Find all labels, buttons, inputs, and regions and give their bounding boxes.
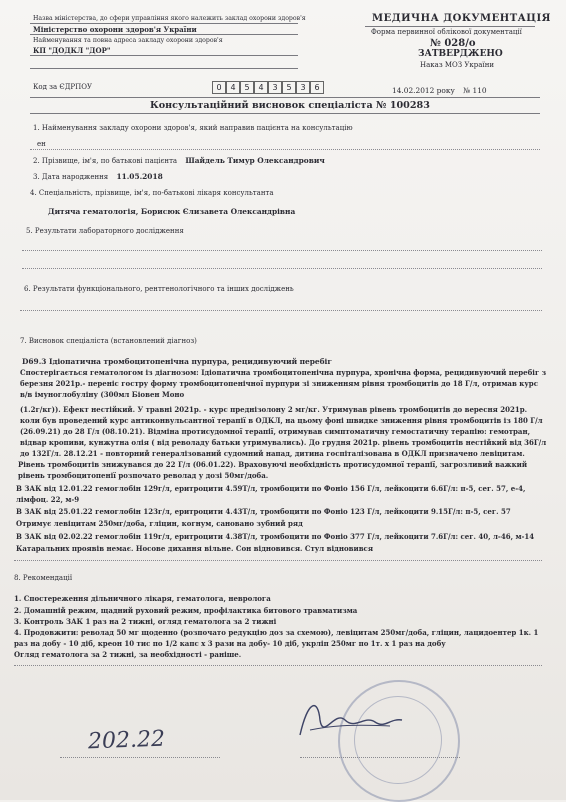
doc-title: МЕДИЧНА ДОКУМЕНТАЦІЯ [372, 13, 551, 24]
diagnosis-line: в/в імуноглобуліну (300мл Біовен Моно [20, 390, 185, 399]
birth-date: 11.05.2018 [116, 172, 163, 181]
ministry-name: Міністерство охорони здоров'я України [33, 25, 197, 34]
recommendation-item: 2. Домашній режим, щадний руховий режим, профілактика битового травматизма [14, 606, 358, 615]
diagnosis-line: В ЗАК від 02.02.22 гемоглобін 119г/л, еритроцити 4.38Т/л, тромбоцити по Фоніо 377 Г/л, лейкоцити 7.6Г/л: сег. 40, л-46, м-14 [16, 532, 535, 541]
recommendation-item: 3. Контроль ЗАК 1 раз на 2 тижні, огляд гематолога за 2 тижні [14, 617, 277, 626]
section-3-caption: 3. Дата народження [33, 173, 109, 181]
recommendation-item: 1. Спостереження дільничного лікаря, гематолога, невролога [14, 594, 271, 603]
diagnosis-line: лімфоц. 22, м-9 [16, 495, 80, 504]
order-number: № 110 [463, 86, 487, 95]
edrpou-digit: 4 [226, 81, 240, 94]
document-title: Консультаційний висновок спеціаліста № 100283 [150, 100, 430, 111]
section-4-label: 4. Спеціальність, прізвище, ім'я, по-батькові лікаря консультанта [30, 189, 274, 197]
form-number: № 028/о [430, 38, 476, 49]
diagnosis-line: березня 2021р.- переніс гостру форму тромбоцитопенічної пурпури зі зниженням рівня тромбоцитів до 18 Г/л, отримав курс [20, 379, 538, 388]
edrpou-digit: 3 [268, 81, 282, 94]
section-1-value: ен [37, 140, 46, 148]
diagnosis-code-line: D69.3 Ідіопатична тромбоцитопенічна пурпура, рецидивуючий перебіг [22, 357, 332, 366]
approved-label: ЗАТВЕРДЖЕНО [418, 49, 503, 59]
diagnosis-line: Рівень тромбоцитів знижувався до 22 Г/л (06.01.22). Враховуючі необхідність протисудомної терапії, загрозливий важкий [18, 460, 528, 469]
ministry-caption: Назва міністерства, до сфери управління якого належить заклад охорони здоров'я [33, 15, 306, 22]
facility-name: КП "ДОДКЛ "ДОР" [33, 46, 111, 55]
recommendation-item: раз на добу - 10 діб, креон 10 тис по 1/2 капс х 3 рази на добу- 10 діб, укрліп 250мг по 1т. х 1 раз на добу [14, 639, 446, 648]
section-7-label: 7. Висновок спеціаліста (встановлений діагноз) [20, 337, 197, 345]
consultant-value: Дитяча гематологія, Борисюк Єлизавета Олександрівна [48, 207, 296, 216]
edrpou-digit: 0 [212, 81, 226, 94]
diagnosis-line: рівень тромбоцитопенії розпочато револад у дозі 50мг/доба. [18, 471, 269, 480]
section-3-label [33, 172, 163, 181]
section-2-label [33, 156, 325, 165]
diagnosis-line: коли був проведений курс антиконвульсантної терапії в ОДКЛ, на цьому фоні швидке зниження рівня тромбоцитів із 180 Г/л [20, 416, 543, 425]
section-2-caption: 2. Прізвище, ім'я, по батькові пацієнта [33, 157, 178, 165]
diagnosis-line: В ЗАК від 12.01.22 гемоглобін 129г/л, еритроцити 4.59Т/л, тромбоцити по Фоніо 156 Г/л, лейкоцити 6.6Г/л: п-5, сег. 57, е-4, [16, 484, 526, 493]
doc-form: Форма первинної облікової документації [371, 28, 522, 36]
edrpou-digit: 3 [296, 81, 310, 94]
section-8-label: 8. Рекомендації [14, 574, 73, 582]
section-1-label: 1. Найменування закладу охорони здоров'я, який направив пацієнта на консультацію [33, 124, 353, 132]
diagnosis-line: Спостерігається гематологом із діагнозом: Ідіопатична тромбоцитопенічна пурпура, хронічна форма, рецидивуючий перебіг з [20, 368, 547, 377]
diagnosis-line: (1.2г/кг)). Ефект нестійкий. У травні 2021р. - курс преднізолону 2 мг/кг. Утримував рівень тромбоцитів до вересня 2021р. [20, 405, 528, 414]
order-label: Наказ МОЗ України [420, 61, 495, 69]
diagnosis-line: до 132Г/л. 28.12.21 - повторний генералізований судомний напад, дитина госпіталізована в ОДКЛ призначено левіцитам. [20, 449, 525, 458]
edrpou-digit: 5 [240, 81, 254, 94]
patient-name: Шайдель Тимур Олександрович [185, 156, 325, 165]
facility-caption: Найменування та повна адреса закладу охорони здоров'я [33, 37, 223, 44]
diagnosis-line: В ЗАК від 25.01.22 гемоглобін 123г/л, еритроцити 4.43Т/л, тромбоцити по Фоніо 123 Г/л, лейкоцити 9.15Г/л: п-5, сег. 57 [16, 507, 511, 516]
recommendation-item: Огляд гематолога за 2 тижні, за необхідності - раніше. [14, 650, 242, 659]
diagnosis-line: (26.09.21) до 28 Г/л (08.10.21). Відміна протисудомної терапії, отримував симптоматичну гемостатичну терапію: гемотран, [20, 427, 531, 436]
edrpou-digit: 5 [282, 81, 296, 94]
order-date-text: 14.02.2012 року [392, 86, 455, 95]
handwritten-date: 202.22 [87, 726, 166, 755]
diagnosis-line: відвар кропиви, кунжутна олія ( від револаду батьки утримувались). До грудня 2021р. рівень тромбоцитів нестійкий від 36Г/л [20, 438, 547, 447]
recommendation-item: 4. Продовжити: револад 50 мг щоденно (розпочато редукцію доз за схемою), левіцитам 250мг/доба, гліцин, лацидоентер 1к. 1 [14, 628, 539, 637]
diagnosis-line: Отримує левіцитам 250мг/доба, гліцин, когнум, сановано зубний ряд [16, 519, 303, 528]
section-6-label: 6. Результати функціонального, рентгенологічного та інших досліджень [24, 285, 294, 293]
order-date [392, 86, 487, 95]
edrpou-digit: 6 [310, 81, 324, 94]
diagnosis-line: Катаральних проявів немає. Носове дихання вільне. Сон відновився. Стул відновився [16, 544, 373, 553]
section-5-label: 5. Результати лабораторного дослідження [26, 227, 184, 235]
edrpou-label: Код за ЄДРПОУ [33, 83, 93, 91]
edrpou-digit: 4 [254, 81, 268, 94]
